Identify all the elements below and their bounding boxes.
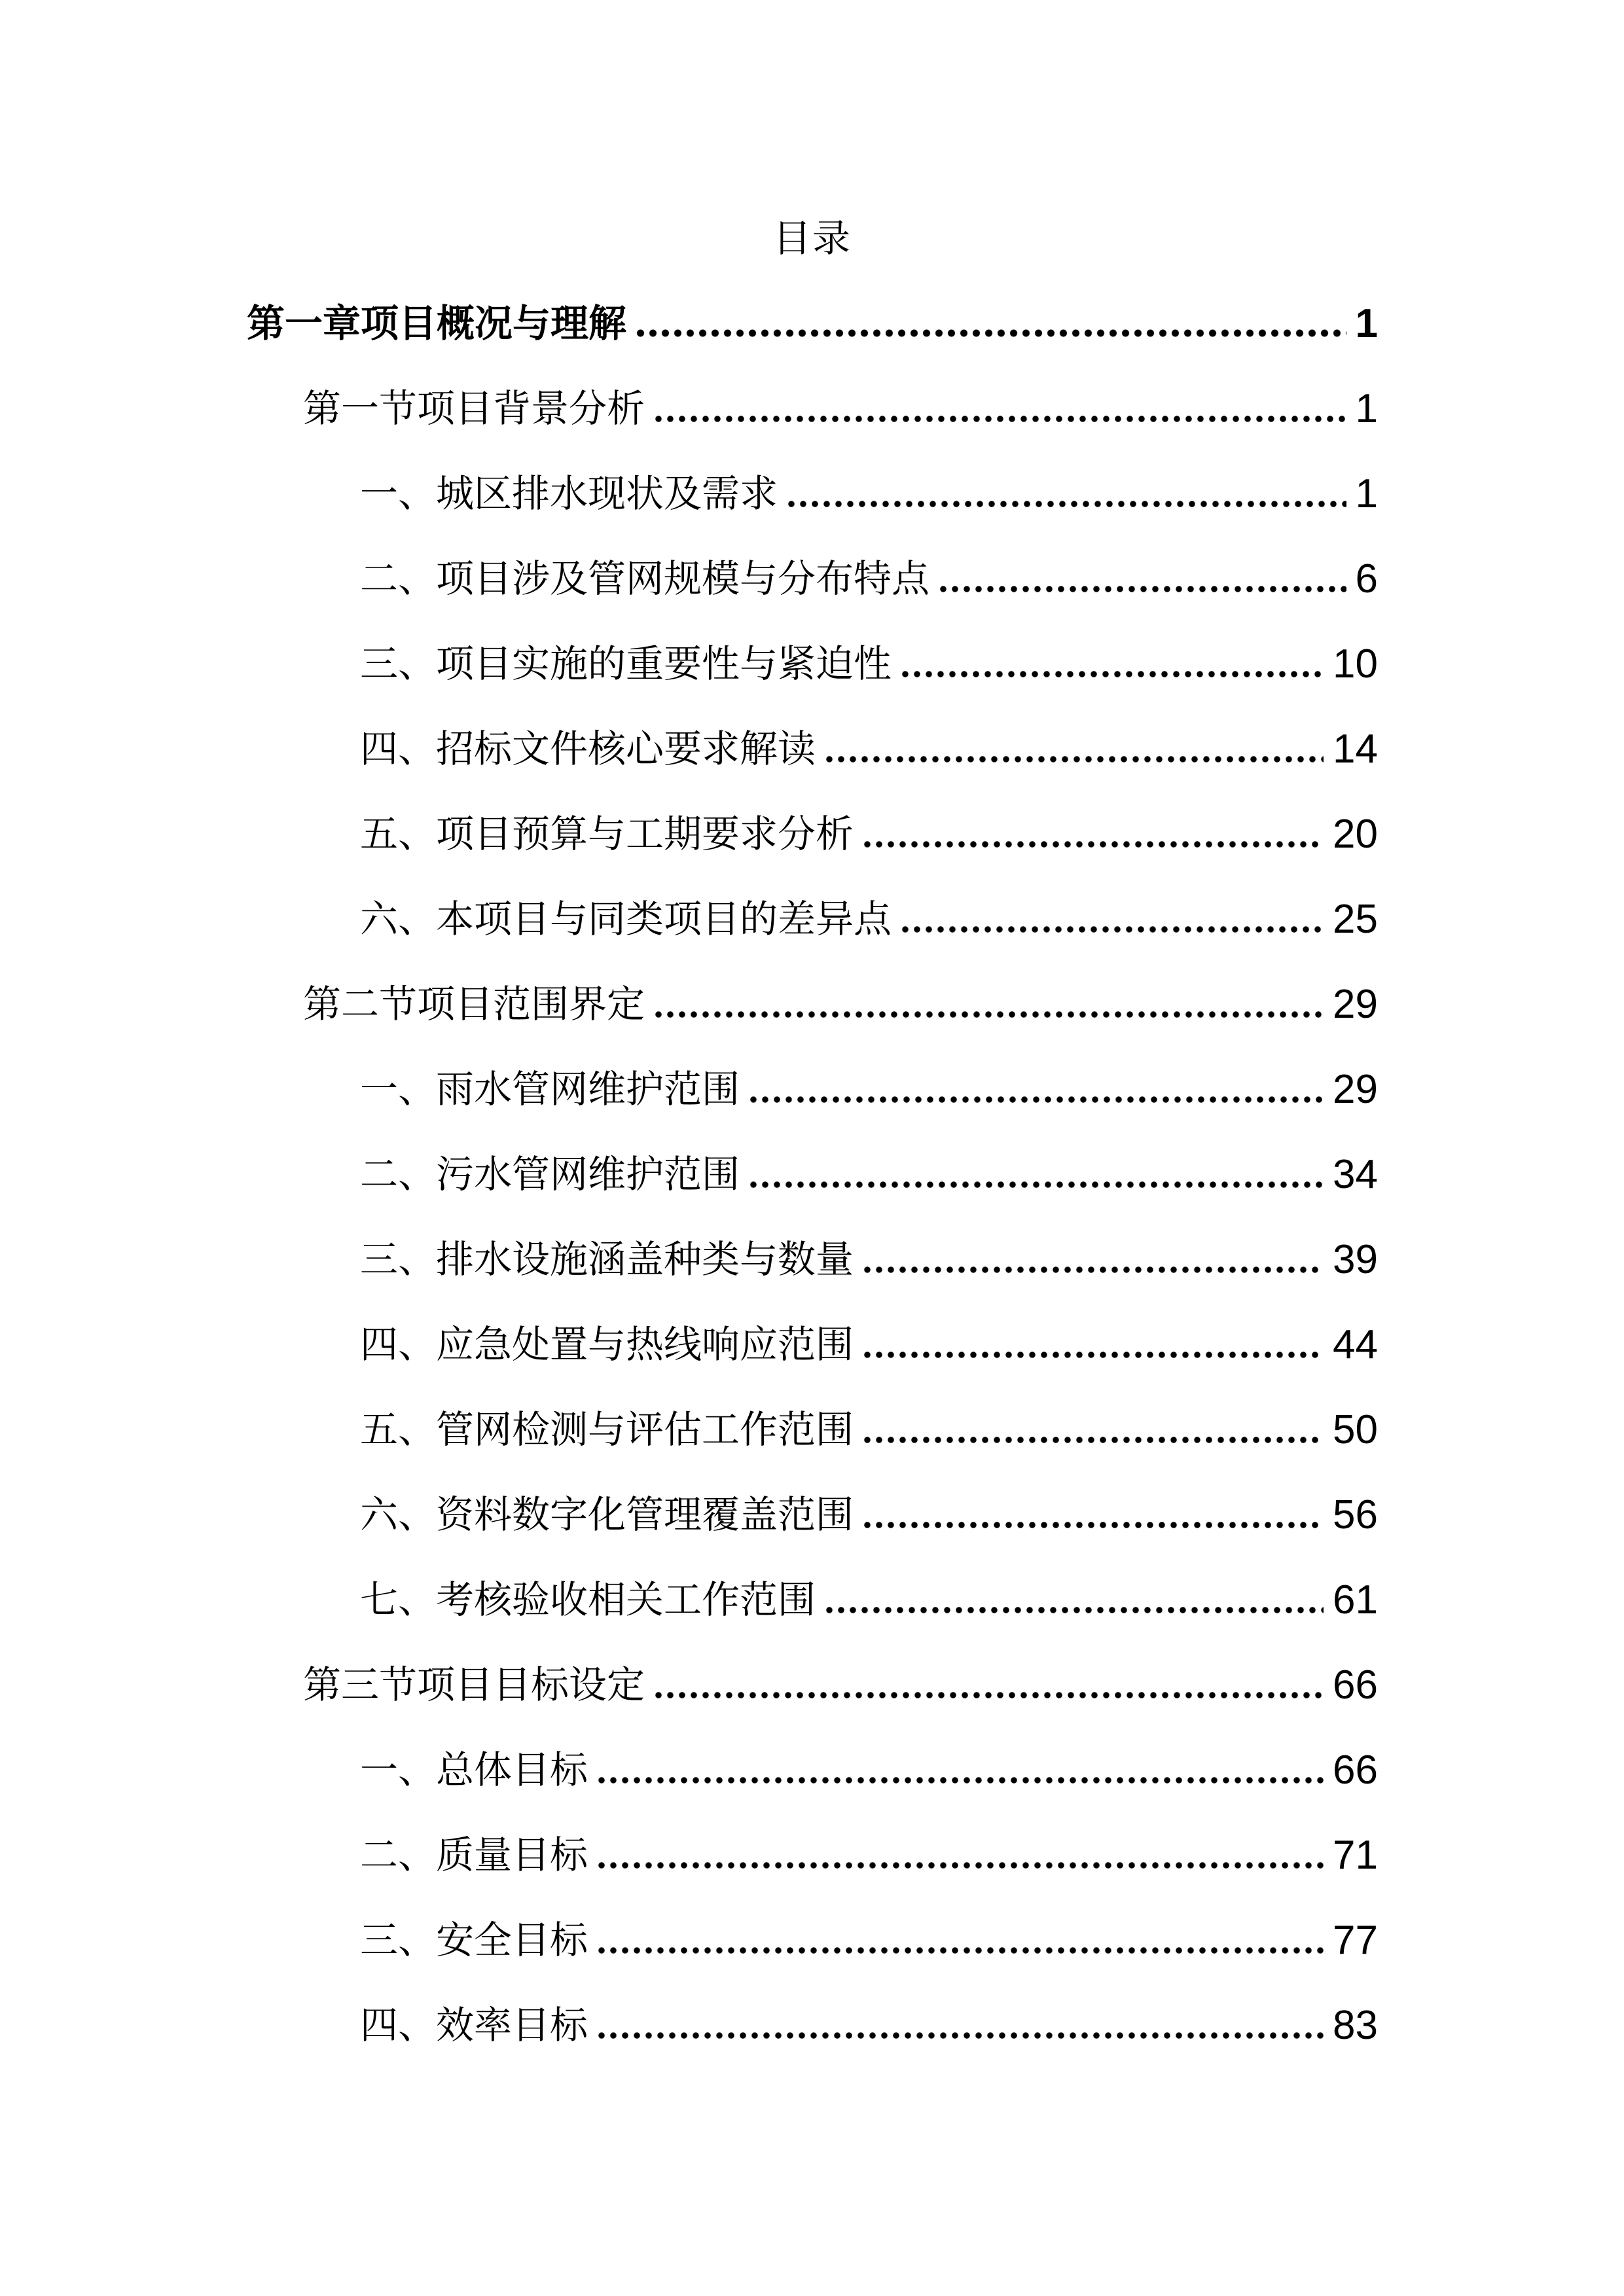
- toc-entry[interactable]: [360, 1983, 1378, 2068]
- toc-entry[interactable]: [360, 537, 1378, 622]
- toc-entry-label: 三、排水设施涵盖种类与数量: [360, 1238, 854, 1281]
- toc-entry-label: 三、安全目标: [360, 1919, 588, 1962]
- toc-entry[interactable]: [360, 1728, 1378, 1813]
- toc-entry-page-number: 61: [1333, 1577, 1378, 1623]
- dot-leader: [748, 1132, 1324, 1217]
- dot-leader: [823, 1558, 1324, 1643]
- toc-entry-label: 四、应急处置与热线响应范围: [360, 1323, 854, 1366]
- toc-entry-page-number: 39: [1333, 1237, 1378, 1282]
- toc-entry-label: 第一章项目概况与理解: [247, 302, 627, 345]
- dot-leader: [596, 1813, 1324, 1898]
- dot-leader: [899, 877, 1324, 962]
- toc-entry-label: 二、质量目标: [360, 1834, 588, 1876]
- dot-leader: [653, 962, 1324, 1047]
- toc-entry[interactable]: [360, 1217, 1378, 1302]
- toc-entry-label: 第一节项目背景分析: [303, 387, 645, 430]
- dot-leader: [823, 707, 1324, 792]
- toc-entry[interactable]: [360, 707, 1378, 792]
- toc-entry[interactable]: [360, 1047, 1378, 1132]
- toc-entry-page-number: 83: [1333, 2003, 1378, 2048]
- toc-entry[interactable]: [360, 877, 1378, 962]
- toc-entry-label: 四、招标文件核心要求解读: [360, 728, 816, 770]
- toc-entry-label: 三、项目实施的重要性与紧迫性: [360, 643, 892, 685]
- toc-entry-page-number: 1: [1355, 386, 1378, 431]
- table-of-contents: [247, 196, 1378, 2068]
- dot-leader: [861, 1217, 1324, 1302]
- dot-leader: [596, 1983, 1324, 2068]
- toc-entry[interactable]: [360, 1558, 1378, 1643]
- toc-entry[interactable]: [360, 452, 1378, 537]
- toc-entry[interactable]: [360, 1132, 1378, 1217]
- toc-entry[interactable]: [360, 1813, 1378, 1898]
- dot-leader: [785, 452, 1346, 537]
- toc-entry-page-number: 6: [1355, 556, 1378, 601]
- dot-leader: [653, 1643, 1324, 1728]
- dot-leader: [653, 367, 1346, 452]
- dot-leader: [861, 1302, 1324, 1388]
- toc-entry[interactable]: [303, 367, 1378, 452]
- toc-entry[interactable]: [303, 1643, 1378, 1728]
- toc-entry-label: 一、总体目标: [360, 1749, 588, 1791]
- toc-entry[interactable]: [360, 1302, 1378, 1388]
- toc-entry-page-number: 10: [1333, 641, 1378, 687]
- toc-entry-label: 二、污水管网维护范围: [360, 1153, 740, 1196]
- toc-entry-page-number: 1: [1355, 471, 1378, 516]
- toc-entry-page-number: 34: [1333, 1152, 1378, 1197]
- dot-leader: [861, 1388, 1324, 1473]
- toc-entry[interactable]: [360, 1473, 1378, 1558]
- toc-entry-page-number: 44: [1333, 1322, 1378, 1367]
- toc-entry[interactable]: [303, 962, 1378, 1047]
- toc-entry[interactable]: [247, 281, 1378, 367]
- toc-entry[interactable]: [360, 792, 1378, 877]
- dot-leader: [596, 1898, 1324, 1983]
- dot-leader: [937, 537, 1346, 622]
- toc-entry[interactable]: [360, 622, 1378, 707]
- toc-entry-page-number: 56: [1333, 1492, 1378, 1537]
- toc-title: 目录: [772, 217, 852, 260]
- toc-entry-label: 五、管网检测与评估工作范围: [360, 1408, 854, 1451]
- toc-entry-label: 第二节项目范围界定: [303, 983, 645, 1026]
- toc-list: [247, 281, 1378, 2068]
- toc-entry-label: 五、项目预算与工期要求分析: [360, 813, 854, 855]
- toc-entry-label: 六、资料数字化管理覆盖范围: [360, 1494, 854, 1536]
- toc-entry-label: 四、效率目标: [360, 2004, 588, 2047]
- toc-entry-page-number: 29: [1333, 982, 1378, 1027]
- toc-entry-page-number: 66: [1333, 1662, 1378, 1708]
- toc-entry-label: 六、本项目与同类项目的差异点: [360, 898, 892, 941]
- dot-leader: [596, 1728, 1324, 1813]
- dot-leader: [748, 1047, 1324, 1132]
- toc-entry-label: 一、雨水管网维护范围: [360, 1068, 740, 1111]
- toc-entry-label: 七、考核验收相关工作范围: [360, 1579, 816, 1621]
- toc-entry-page-number: 29: [1333, 1067, 1378, 1112]
- dot-leader: [861, 792, 1324, 877]
- toc-entry-page-number: 20: [1333, 812, 1378, 857]
- toc-entry-page-number: 14: [1333, 726, 1378, 772]
- toc-entry-page-number: 25: [1333, 897, 1378, 942]
- dot-leader: [861, 1473, 1324, 1558]
- toc-entry-page-number: 1: [1355, 301, 1378, 346]
- toc-entry-page-number: 77: [1333, 1918, 1378, 1963]
- toc-entry[interactable]: [360, 1898, 1378, 1983]
- toc-entry-page-number: 66: [1333, 1748, 1378, 1793]
- toc-entry-page-number: 50: [1333, 1407, 1378, 1452]
- dot-leader: [899, 622, 1324, 707]
- dot-leader: [634, 281, 1346, 367]
- toc-entry-page-number: 71: [1333, 1833, 1378, 1878]
- toc-entry-label: 二、项目涉及管网规模与分布特点: [360, 558, 930, 600]
- toc-entry[interactable]: [360, 1388, 1378, 1473]
- toc-entry-label: 第三节项目目标设定: [303, 1664, 645, 1706]
- toc-entry-label: 一、城区排水现状及需求: [360, 473, 778, 515]
